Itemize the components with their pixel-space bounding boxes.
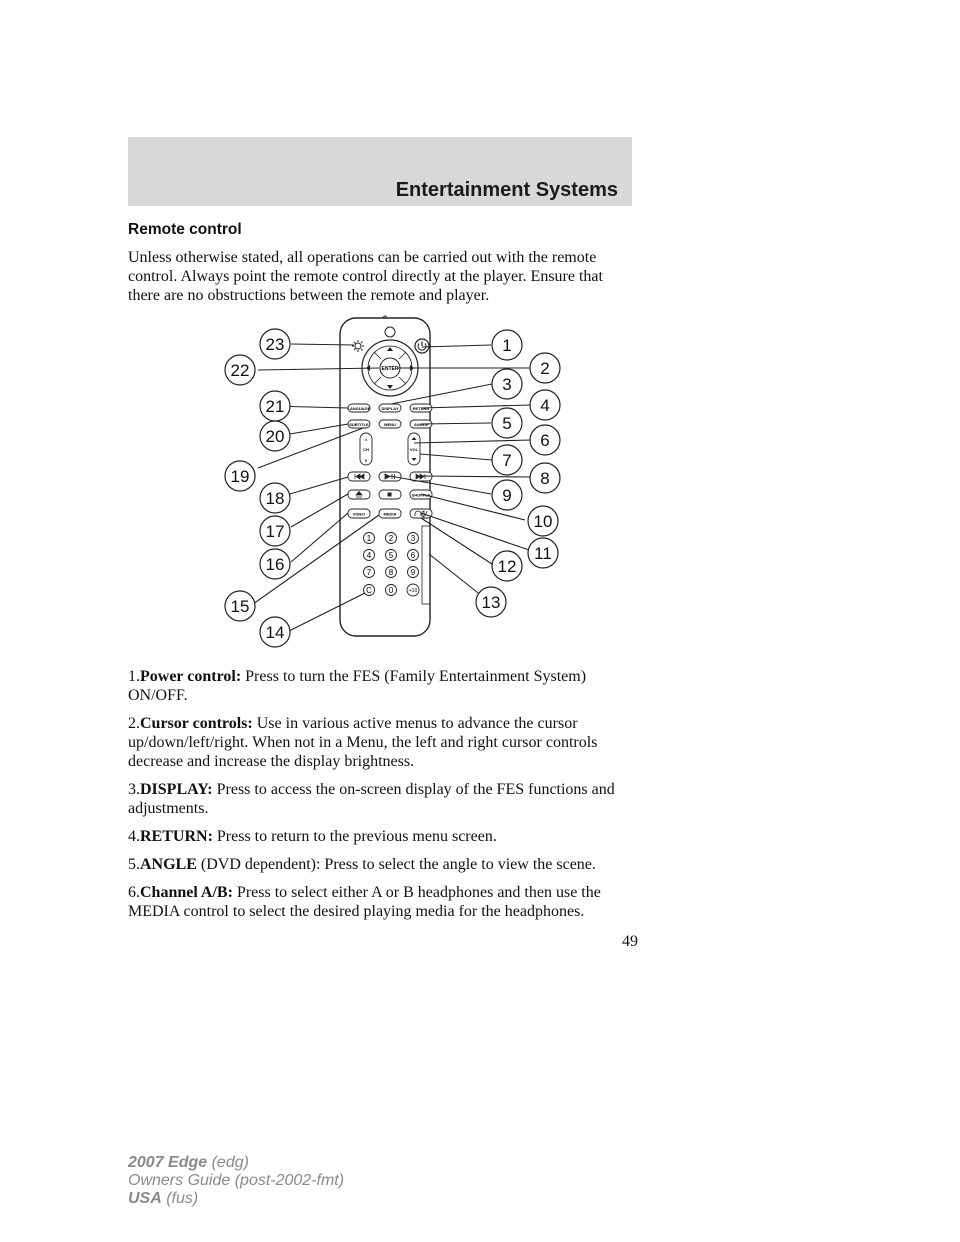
footer-line-3 <box>128 1190 344 1208</box>
shuffle-label: SHUFFLE <box>411 492 431 498</box>
callout-1: 1 <box>502 336 512 355</box>
footer-market-code: (fus) <box>161 1190 199 1207</box>
callout-14: 14 <box>265 623 285 642</box>
definition-text: Press to return to the previous menu screen. <box>212 828 497 845</box>
definition-text: Press to access the on-screen display of the FES functions and adjustments. <box>128 781 615 817</box>
key-5-label: 5 <box>388 551 394 560</box>
language-label: LANGUAGE <box>347 406 371 411</box>
callout-16: 16 <box>265 555 285 574</box>
remote-control-figure <box>225 312 553 652</box>
callout-2: 2 <box>540 359 550 378</box>
channel-b-label: B <box>364 458 368 463</box>
definitions-list <box>128 667 638 930</box>
channel-rocker[interactable] <box>360 433 372 465</box>
display-label: DISPLAY <box>381 406 399 411</box>
callout-4: 4 <box>540 396 550 415</box>
key-0-label: 0 <box>388 586 394 595</box>
key-3-label: 3 <box>410 534 416 543</box>
key-c-label: C <box>366 586 372 595</box>
header-band <box>128 137 632 206</box>
callout-3: 3 <box>502 375 512 394</box>
key-2-label: 2 <box>388 534 394 543</box>
subtitle-label: SUBTITLE <box>349 422 369 427</box>
footer-model-code: (edg) <box>207 1154 249 1171</box>
callout-7: 7 <box>502 451 512 470</box>
definition-item <box>128 714 638 771</box>
definition-item <box>128 883 638 921</box>
intro-paragraph <box>128 248 638 305</box>
key-1-label: 1 <box>366 534 372 543</box>
return-label: RETURN <box>412 406 430 411</box>
definition-term: ANGLE <box>140 856 197 873</box>
row-buttons-1 <box>348 404 432 412</box>
footer <box>128 1154 344 1208</box>
definition-text: Use in various active menus to advance the cursor up/down/left/right. When not in a Menu, the left and right cursor controls decrease and increase the display brightness. <box>128 715 598 770</box>
callout-11: 11 <box>534 544 552 563</box>
stop-icon <box>388 493 392 497</box>
callout-17: 17 <box>265 522 285 541</box>
callout-18: 18 <box>265 489 285 508</box>
key-8-label: 8 <box>388 568 394 577</box>
definition-item <box>128 780 638 818</box>
remote-diagram <box>225 312 553 652</box>
callout-6: 6 <box>540 431 550 450</box>
callout-9: 9 <box>502 486 512 505</box>
definition-term: RETURN: <box>140 828 213 845</box>
definition-item <box>128 855 638 874</box>
definition-text: Press to select either A or B headphones and then use the MEDIA control to select the desired playing media for the headphones. <box>128 884 601 920</box>
footer-line-2: Owners Guide (post-2002-fmt) <box>128 1172 345 1189</box>
key-7-label: 7 <box>366 568 372 577</box>
callout-8: 8 <box>540 469 550 488</box>
definition-number: 6. <box>128 884 140 901</box>
definition-number: 5. <box>128 856 140 873</box>
definition-item <box>128 827 638 846</box>
key-6-label: 6 <box>410 551 416 560</box>
section-title: Remote control <box>128 221 242 238</box>
chapter-title: Entertainment Systems <box>395 179 618 201</box>
enter-label: ENTER <box>381 366 399 372</box>
ch-label: CH <box>363 447 369 452</box>
angle-label: ANGLE <box>414 422 428 427</box>
key-9-label: 9 <box>410 568 416 577</box>
definition-term: DISPLAY: <box>140 781 213 798</box>
callout-20: 20 <box>265 427 285 446</box>
definition-number: 3. <box>128 781 140 798</box>
media-row <box>348 509 432 518</box>
definition-number: 4. <box>128 828 140 845</box>
callout-13: 13 <box>481 593 501 612</box>
key-plus10-label: +10 <box>408 588 418 594</box>
callout-23: 23 <box>265 335 285 354</box>
callout-5: 5 <box>502 414 512 433</box>
callout-12: 12 <box>497 557 517 576</box>
callout-22: 22 <box>230 361 250 380</box>
menu-label: MENU <box>384 422 396 427</box>
definition-term: Channel A/B: <box>140 884 233 901</box>
definition-number: 2. <box>128 715 140 732</box>
footer-line-1 <box>128 1154 344 1172</box>
intro-text: Unless otherwise stated, all operations can be carried out with the remote control. Always point the remote control directly at the player. Ensure that there are no obstructions between the remote and player. <box>128 249 603 304</box>
callout-10: 10 <box>533 512 553 531</box>
key-4-label: 4 <box>366 551 372 560</box>
definition-text: (DVD dependent): Press to select the angle to view the scene. <box>196 856 596 873</box>
definition-item <box>128 667 638 705</box>
page-number: 49 <box>622 933 638 950</box>
definition-text: Press to turn the FES (Family Entertainment System) ON/OFF. <box>128 668 587 704</box>
callout-15: 15 <box>230 597 250 616</box>
footer-model: 2007 Edge <box>128 1154 208 1171</box>
callout-19: 19 <box>230 467 250 486</box>
definition-term: Cursor controls: <box>140 715 253 732</box>
row-buttons-2 <box>348 420 432 428</box>
callout-21: 21 <box>265 397 285 416</box>
media-label: MEDIA <box>383 511 397 517</box>
video-label: VIDEO <box>352 511 366 517</box>
vol-label: VOL <box>409 447 419 452</box>
definition-term: Power control: <box>140 668 242 685</box>
footer-market: USA <box>128 1190 162 1207</box>
channel-a-label: A <box>364 437 368 442</box>
volume-rocker[interactable] <box>408 433 420 465</box>
transport-row-2 <box>348 490 432 499</box>
definition-number: 1. <box>128 668 140 685</box>
